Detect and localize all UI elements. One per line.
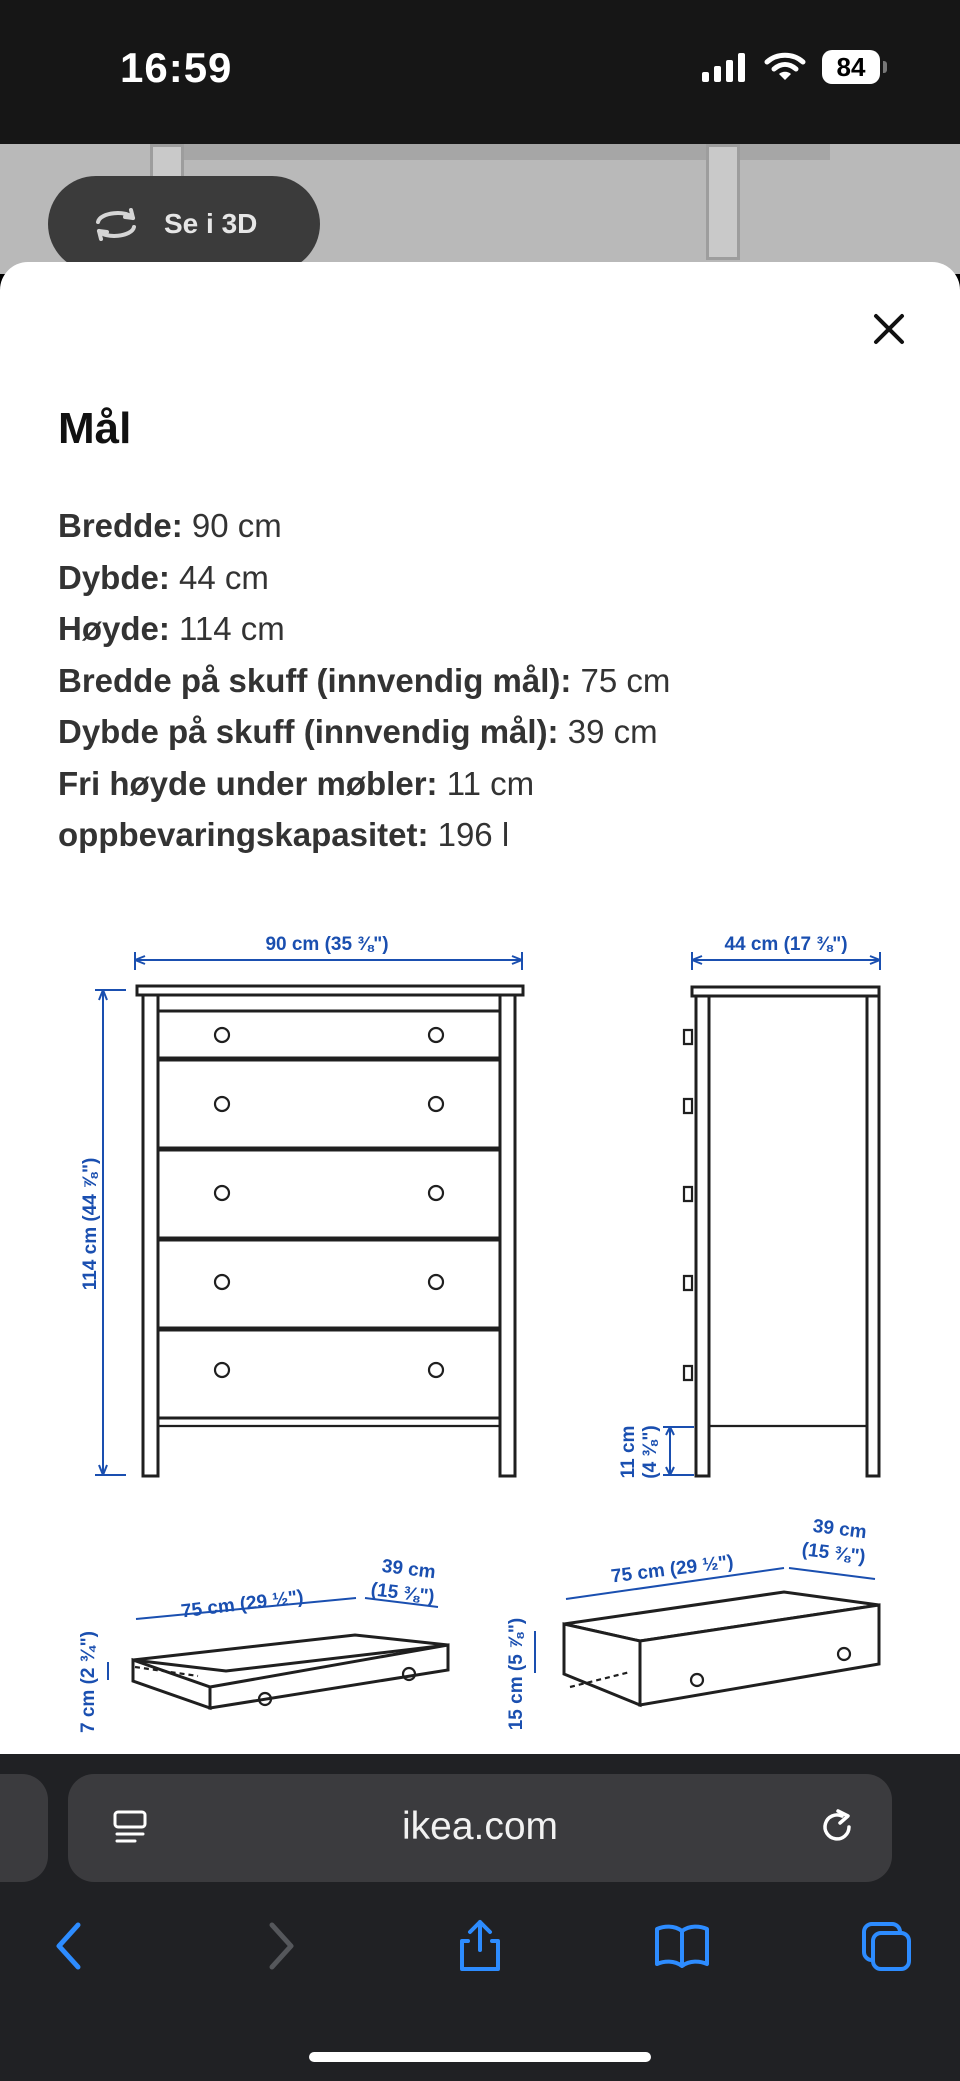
- large-drawer-diagram: [506, 1516, 879, 1730]
- signal-bars-icon: [700, 52, 748, 82]
- home-indicator[interactable]: [309, 2052, 651, 2062]
- address-bar[interactable]: [68, 1774, 892, 1882]
- spec-value: 39 cm: [558, 713, 658, 750]
- small-drawer-width-label: 75 cm (29 ½"): [179, 1586, 305, 1623]
- spec-value: 114 cm: [169, 610, 285, 647]
- browser-bottom-toolbar: [0, 1754, 960, 2081]
- spec-value: 90 cm: [182, 507, 282, 544]
- height-label: 114 cm (44 ⅞"): [80, 1157, 101, 1291]
- dimension-diagrams: [0, 262, 960, 1754]
- spec-label: oppbevaringskapasitet:: [58, 816, 429, 853]
- floor-clearance-imperial-label: (4 ⅜"): [640, 1425, 661, 1479]
- spec-label: Høyde:: [58, 610, 170, 647]
- large-drawer-width-label: 75 cm (29 ½"): [609, 1551, 735, 1588]
- spec-value: 75 cm: [571, 661, 671, 699]
- status-icons: [700, 50, 880, 84]
- spec-value: 196 l: [428, 816, 510, 853]
- forward-icon[interactable]: [248, 1916, 308, 1976]
- small-drawer-height-label: 7 cm (2 ¾"): [78, 1631, 99, 1733]
- spec-label: Bredde på skuff (innvendig mål):: [58, 661, 572, 699]
- tabs-icon[interactable]: [856, 1916, 916, 1976]
- small-drawer-diagram: [78, 1556, 448, 1733]
- small-drawer-depth-metric-label: 39 cm: [380, 1555, 437, 1584]
- reload-icon[interactable]: [818, 1808, 858, 1848]
- url-text[interactable]: ikea.com: [401, 1805, 559, 1848]
- previous-tab-preview[interactable]: [0, 1774, 48, 1882]
- wifi-icon: [764, 51, 806, 83]
- side-view-diagram: [618, 934, 880, 1479]
- spec-value: 11 cm: [437, 764, 535, 802]
- large-drawer-depth-imperial-label: (15 ⅜"): [800, 1539, 867, 1568]
- browser-navigation: [0, 1906, 960, 1996]
- front-view-diagram: [80, 934, 523, 1476]
- view-in-3d-label: Se i 3D: [164, 208, 258, 239]
- share-icon[interactable]: [450, 1916, 510, 1976]
- status-time: 16:59: [120, 44, 233, 91]
- spec-label: Dybde på skuff (innvendig mål):: [58, 713, 559, 750]
- spec-value: 44 cm: [169, 558, 269, 596]
- side-depth-label: 44 cm (17 ⅜"): [724, 934, 848, 955]
- rotate-3d-icon: [90, 207, 142, 241]
- large-drawer-height-label: 15 cm (5 ⅞"): [506, 1617, 527, 1731]
- front-width-label: 90 cm (35 ⅜"): [265, 934, 389, 955]
- dimensions-sheet: [0, 262, 960, 1754]
- bookmarks-icon[interactable]: [652, 1916, 712, 1976]
- small-drawer-depth-imperial-label: (15 ⅜"): [369, 1579, 436, 1608]
- sheet-title: Mål: [58, 404, 132, 453]
- status-bar: [0, 0, 960, 144]
- large-drawer-depth-metric-label: 39 cm: [811, 1515, 868, 1544]
- battery-icon: 84: [822, 50, 880, 84]
- spec-label: Dybde:: [58, 558, 170, 596]
- view-in-3d-button[interactable]: [48, 176, 320, 272]
- floor-clearance-metric-label: 11 cm: [618, 1425, 639, 1479]
- spec-label: Bredde:: [58, 507, 183, 544]
- spec-label: Fri høyde under møbler:: [58, 764, 438, 802]
- back-icon[interactable]: [42, 1916, 102, 1976]
- product-right-leg: [706, 144, 740, 260]
